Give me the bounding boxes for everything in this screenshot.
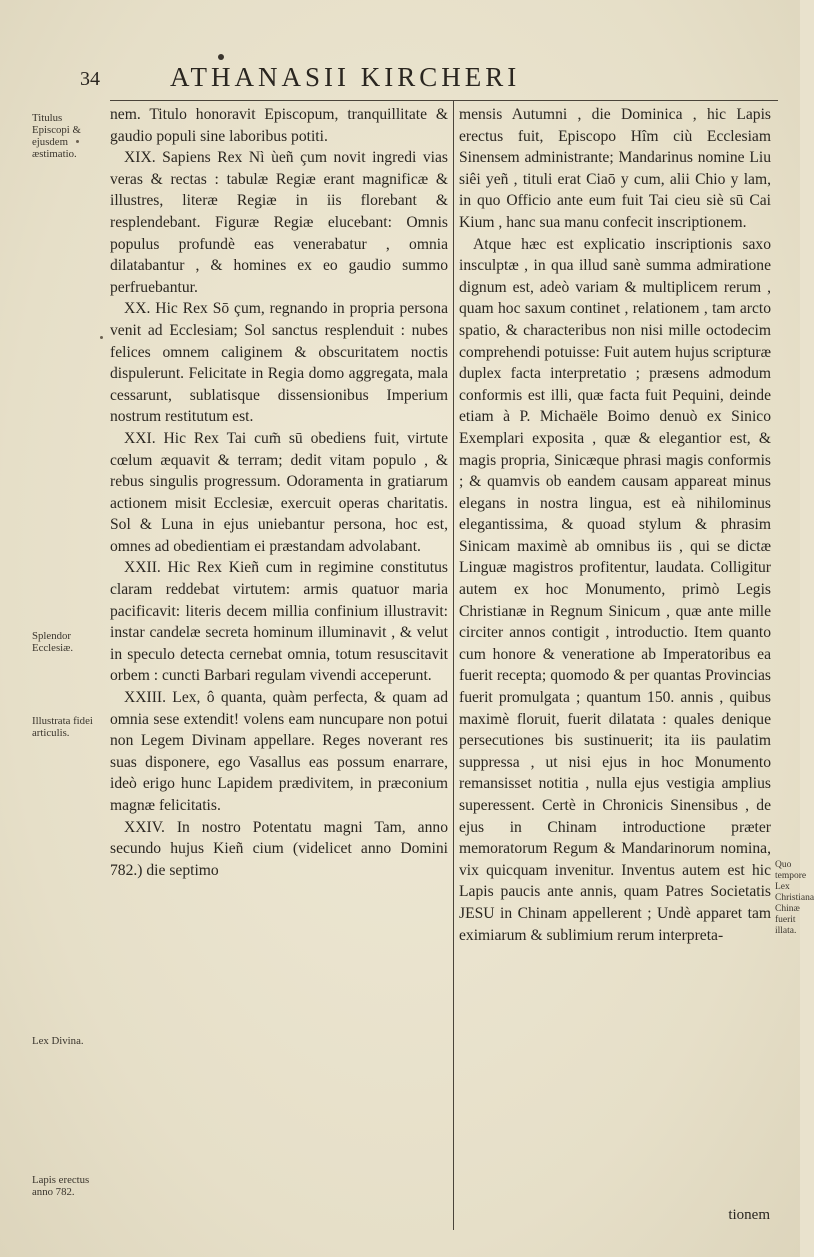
left-column (110, 104, 448, 881)
paragraph: nem. Titulo honoravit Episcopum, tranquillitate & gaudio populi sine laboribus potiti. (110, 106, 448, 145)
ink-speck (218, 54, 224, 60)
margin-note: Titulus Episcopi & ejusdem æstimatio. (32, 112, 81, 160)
page-number: 34 (80, 68, 100, 90)
ink-speck (100, 336, 103, 339)
margin-note: Lex Divina. (32, 1035, 84, 1047)
header-rule (110, 100, 778, 101)
paragraph: Atque hæc est explicatio inscriptionis saxo insculptæ , in qua illud sanè summa admiratione dignum est, adeò variam & multiplicem rerum , quam hoc saxum continet , relationem , tam arcto spatio, & characteribus non nisi mille octodecim comprehendi potuisse: Fuit autem hujus scripturæ duplex facta interpretatio ; præsens admodum conformis est illi, quæ facta fuit Pequini, deinde etiam à P. Michaële Boimo denuò ex Sinico Exemplari exposita , quæ & elegantior est, & magis propria, Sinicæque phrasi magis conformis ; & quamvis ob eandem causam appareat minus elegans in nostra lingua, est eà nihilominus elegantissima, & quoad stylum & phrasim Sinicam maximè ab omnibus iis , qui se dictæ Linguæ magistros profitentur, laudata. Colligitur autem ex hoc Monumento, primò Legis Christianæ in Regnum Sinicum , quæ ante mille circiter annos contigit , introductio. Item quanto cum honore & veneratione ab Imperatoribus ea fuerit recepta; quomodo & per quantas Provincias fuerit promulgata ; quantum 150. annis , quibus maximè floruit, fuerit dilatata : quales denique persecutiones bis sustinuerit; ita iis paulatim suppressa , ut nisi ejus in hoc Monumento remansisset notitia , nulla ejus vestigia amplius superessent. Certè in Chronicis Sinensibus , de ejus in Chinam introductione præter memoratorum Regum & Mandarinorum nomina, vix quicquam invenitur. Inventus autem est hic Lapis paucis ante annis, quam Patres Societatis JESU in Chinam appellerent ; Undè apparet tam eximiarum & sublimium rerum interpreta- (459, 235, 771, 944)
paragraph: XXI. Hic Rex Tai cum̃ sū obediens fuit, virtute cœlum æquavit & terram; dedit vitam populo , & rebus singulis progressum. Odoramenta in gratiarum actionem misit Ecclesiæ, exercuit operas charitatis. Sol & Luna in ejus uniebantur persona, hoc est, omnes ad obedientiam ei præstandam advolabant. (110, 429, 448, 555)
running-title: ATHANASII KIRCHERI (170, 62, 521, 92)
paragraph: XXIII. Lex, ô quanta, quàm perfecta, & quam ad omnia sese extendit! volens eam nuncupare non potui non Legem Divinam appellare. Reges noverant res suas disponere, ego Vasallus eas possum enarrare, ideò erigo hunc Lapidem prædivitem, in præconium magnæ felicitatis. (110, 689, 448, 814)
margin-note: Splendor Ecclesiæ. (32, 630, 74, 654)
running-head (80, 62, 780, 96)
paragraph: XIX. Sapiens Rex Nì ùeñ çum novit ingredi vias veras & rectas : tabulæ Regiæ erant magnificæ & illustres, literæ Regiæ in iis florebant & resplendebant. Figuræ Regiæ elucebant: Omnis populus profundè eas venerabatur , omnia dilatabantur , & homines ex eo gaudio summo perfruebantur. (110, 149, 448, 296)
margin-note: Lapis erectus anno 782. (32, 1174, 90, 1198)
paragraph: XX. Hic Rex Sō çum, regnando in propria persona venit ad Ecclesiam; Sol sanctus resplenduit : nubes felices omnem caliginem & obscuritatem noctis dispulerunt. Felicitate in Regia domo aggregata, mala cessarunt, sublatisque dissensionibus Imperium nostrum restitutum est. (110, 300, 448, 426)
catchword: tionem (728, 1207, 770, 1223)
paragraph: XXIV. In nostro Potentatu magni Tam, anno secundo hujus Kieñ cium (videlicet anno Domini 782.) die septimo (110, 818, 448, 879)
margin-note: Quo tempore Lex Christiana Chinæ fuerit illata. (775, 860, 814, 936)
right-column (459, 104, 771, 946)
paragraph: XXII. Hic Rex Kieñ cum in regimine constitutus claram reddebat virtutem: armis quatuor maria pacificavit: literis decem millia confinium illustravit: instar candelæ secreta hominum illuminavit , & velut in speculo detecta cernebat omnia, totum resuscitavit orbem : cuncti Barbari regulam vivendi acceperunt. (110, 559, 448, 685)
paragraph: mensis Autumni , die Dominica , hic Lapis erectus fuit, Episcopo Hîm ciù Ecclesiam Sinensem administrante; Mandarinus nomine Liu siêi yeñ , tituli erat Ciaō y cum, alii Chio y lam, in quo Officio ante eum fuit Tai cieu siè sū Cai Kium , hanc sua manu confecit inscriptionem. (459, 106, 771, 231)
column-divider (453, 100, 454, 1230)
margin-note: Illustrata fidei articulis. (32, 715, 93, 739)
